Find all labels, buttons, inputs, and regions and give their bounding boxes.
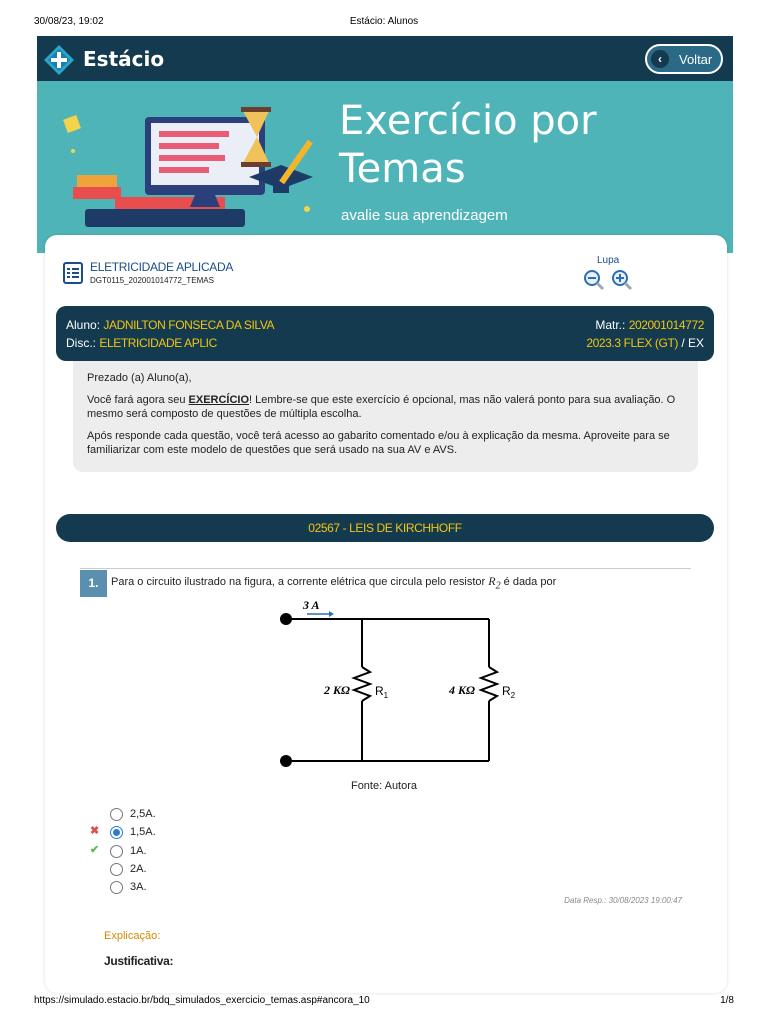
print-date: 30/08/23, 19:02 xyxy=(34,16,104,27)
print-url: https://simulado.estacio.br/bdq_simulados_exercicio_temas.asp#ancora_10 xyxy=(34,995,370,1006)
course-name: ELETRICIDADE APLICADA xyxy=(90,260,234,274)
response-timestamp: Data Resp.: 30/08/2023 19:00:47 xyxy=(564,896,682,905)
question-number: 1. xyxy=(80,570,107,597)
notice-paragraph-2: Após responde cada questão, você terá acesso ao gabarito comentado e/ou à explicação da mesma. Aproveite para se familiarizar com este modelo de questões que será usado na sua AV e AVS. xyxy=(87,430,670,456)
explanation-label: Explicação: xyxy=(104,930,161,942)
terminal-bottom xyxy=(280,755,292,767)
option-b[interactable]: 1,5A. xyxy=(110,824,156,840)
option-e[interactable]: 3A. xyxy=(110,879,147,895)
zoom-in-icon[interactable] xyxy=(611,269,633,291)
terminal-top xyxy=(280,613,292,625)
justification-label: Justificativa: xyxy=(104,954,174,968)
zoom-out-icon[interactable] xyxy=(583,269,605,291)
current-label: 3 A xyxy=(303,598,320,612)
aluno-label: Aluno: xyxy=(66,318,101,332)
figure-source: Fonte: Autora xyxy=(350,780,418,792)
back-button[interactable] xyxy=(645,44,723,74)
course-list-icon xyxy=(63,262,83,284)
wrong-answer-icon: ✖ xyxy=(90,825,100,837)
question-divider xyxy=(80,568,691,569)
course-code: DGT0115_202001014772_TEMAS xyxy=(90,276,214,285)
matr-label: Matr.: xyxy=(595,318,626,332)
estacio-logo-icon xyxy=(43,44,75,76)
banner-title-line1: Exercício por xyxy=(339,98,597,144)
option-c[interactable]: 1A. xyxy=(110,843,147,859)
option-d[interactable]: 2A. xyxy=(110,861,147,877)
turma-row xyxy=(586,336,704,350)
student-info-bar xyxy=(56,306,714,361)
student-name-row xyxy=(66,318,274,332)
lupa-label: Lupa xyxy=(597,255,620,266)
hero-banner xyxy=(37,81,733,253)
matricula-row xyxy=(595,318,704,332)
radio-button[interactable] xyxy=(110,808,123,821)
topic-header: 02567 - LEIS DE KIRCHHOFF xyxy=(56,514,714,542)
radio-button[interactable] xyxy=(110,881,123,894)
aluno-value: JADNILTON FONSECA DA SILVA xyxy=(103,318,275,332)
disc-value: ELETRICIDADE APLIC xyxy=(99,336,217,350)
notice-greeting: Prezado (a) Aluno(a), xyxy=(87,372,192,384)
r2-label: $R_2$ xyxy=(502,684,516,700)
discipline-row xyxy=(66,336,217,350)
radio-button[interactable] xyxy=(110,845,123,858)
question-text: Para o circuito ilustrado na figura, a corrente elétrica que circula pelo resistor $R_2$ é dada por xyxy=(111,574,557,592)
turma-value: 2023.3 FLEX (GT) xyxy=(586,336,678,350)
r1-label: $R_1$ xyxy=(375,684,389,700)
resistor-symbol: $R_2$ xyxy=(488,574,501,592)
turma-suffix: / EX xyxy=(681,336,704,350)
back-button-label: Voltar xyxy=(679,51,713,67)
print-title: Estácio: Alunos xyxy=(349,16,419,27)
notice-paragraph-1: Você fará agora seu EXERCÍCIO! Lembre-se que este exercício é opcional, mas não valerá ponto para sua avaliação. O mesmo será composto de questões de múltipla escolha. xyxy=(87,394,676,420)
print-header xyxy=(0,16,768,32)
radio-button-selected[interactable] xyxy=(110,826,123,839)
study-illustration-icon xyxy=(55,89,335,249)
circuit-diagram xyxy=(277,597,520,767)
r1-value: 2 KΩ xyxy=(324,683,350,697)
brand-name: Estácio xyxy=(83,47,165,71)
option-a[interactable]: 2,5A. xyxy=(110,806,156,822)
correct-answer-icon: ✔ xyxy=(90,844,100,856)
banner-subtitle: avalie sua aprendizagem xyxy=(341,207,508,224)
top-navbar xyxy=(37,36,733,81)
notice-highlight: EXERCÍCIO xyxy=(188,394,250,406)
disc-label: Disc.: xyxy=(66,336,96,350)
matr-value: 202001014772 xyxy=(628,318,704,332)
banner-title-line2: Temas xyxy=(339,146,466,192)
banner-title xyxy=(339,97,597,193)
instructions-notice xyxy=(73,361,698,472)
radio-button[interactable] xyxy=(110,863,123,876)
r2-value: 4 KΩ xyxy=(449,683,475,697)
print-page-number: 1/8 xyxy=(720,995,734,1006)
chevron-left-icon: ‹ xyxy=(651,50,669,68)
